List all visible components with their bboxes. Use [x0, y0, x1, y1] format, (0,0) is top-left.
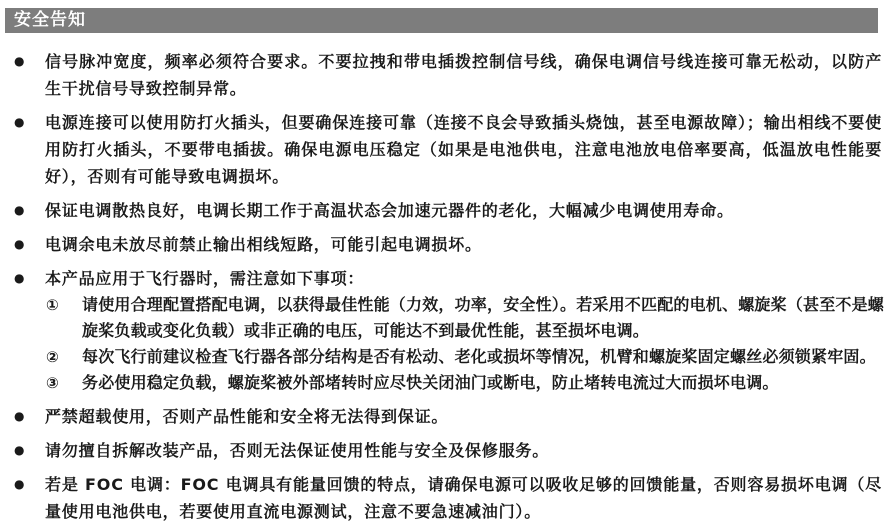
numbered-sub-list — [0, 292, 892, 396]
bullet-icon: ● — [14, 54, 25, 68]
numbered-item — [0, 292, 892, 344]
list-item — [0, 231, 892, 258]
numbered-item-text: 务必使用稳定负载，螺旋桨被外部堵转时应尽快关闭油门或断电，防止堵转电流过大而损坏电调。 — [82, 373, 779, 392]
list-item — [0, 471, 892, 525]
circled-number: ① — [46, 296, 59, 314]
bullet-text: 请勿擅自拆解改装产品，否则无法保证使用性能与安全及保修服务。 — [45, 441, 550, 460]
bullet-text: 电源连接可以使用防打火插头，但要确保连接可靠（连接不良会导致插头烧蚀，甚至电源故障）；输出相线不要使用防打火插头，不要带电插拔。确保电源电压稳定（如果是电池供电，注意电池放电倍率要高，低温放电性能要好），否则有可能导致电调损坏。 — [45, 113, 882, 186]
section-title: 安全告知 — [14, 10, 86, 30]
bullet-icon: ● — [14, 237, 25, 251]
bullet-icon: ● — [14, 477, 25, 491]
bullet-icon: ● — [14, 271, 25, 285]
section-header — [5, 8, 878, 33]
list-item — [0, 109, 892, 190]
list-item — [0, 403, 892, 430]
bullet-text: 保证电调散热良好，电调长期工作于高温状态会加速元器件的老化，大幅减少电调使用寿命。 — [45, 201, 734, 220]
bullet-icon: ● — [14, 203, 25, 217]
bullet-text: 信号脉冲宽度，频率必须符合要求。不要拉拽和带电插拨控制信号线，确保电调信号线连接可靠无松动，以防产生干扰信号导致控制异常。 — [45, 52, 882, 98]
numbered-item-text: 请使用合理配置搭配电调，以获得最佳性能（力效，功率，安全性）。若采用不匹配的电机、螺旋桨（甚至不是螺旋桨负载或变化负载）或非正确的电压，可能达不到最优性能，甚至损坏电调。 — [82, 295, 885, 340]
numbered-item-text: 每次飞行前建议检查飞行器各部分结构是否有松动、老化或损坏等情况，机臂和螺旋桨固定螺丝必须锁紧牢固。 — [82, 347, 876, 366]
numbered-item — [0, 344, 892, 370]
list-item — [0, 48, 892, 102]
safety-notice-list — [0, 48, 892, 525]
bullet-icon: ● — [14, 443, 25, 457]
list-item — [0, 265, 892, 292]
bullet-text: 本产品应用于飞行器时，需注意如下事项： — [45, 269, 365, 288]
bullet-icon: ● — [14, 409, 25, 423]
numbered-item — [0, 370, 892, 396]
list-item — [0, 437, 892, 464]
bullet-text: 电调余电未放尽前禁止输出相线短路，可能引起电调损坏。 — [45, 235, 482, 254]
bullet-icon: ● — [14, 115, 25, 129]
circled-number: ② — [46, 348, 59, 366]
list-item — [0, 197, 892, 224]
bullet-text: 严禁超载使用，否则产品性能和安全将无法得到保证。 — [45, 407, 449, 426]
bullet-text: 若是 FOC 电调：FOC 电调具有能量回馈的特点，请确保电源可以吸收足够的回馈能量，否则容易损坏电调（尽量使用电池供电，若要使用直流电源测试，注意不要急速减油门）。 — [45, 475, 882, 521]
circled-number: ③ — [46, 374, 59, 392]
